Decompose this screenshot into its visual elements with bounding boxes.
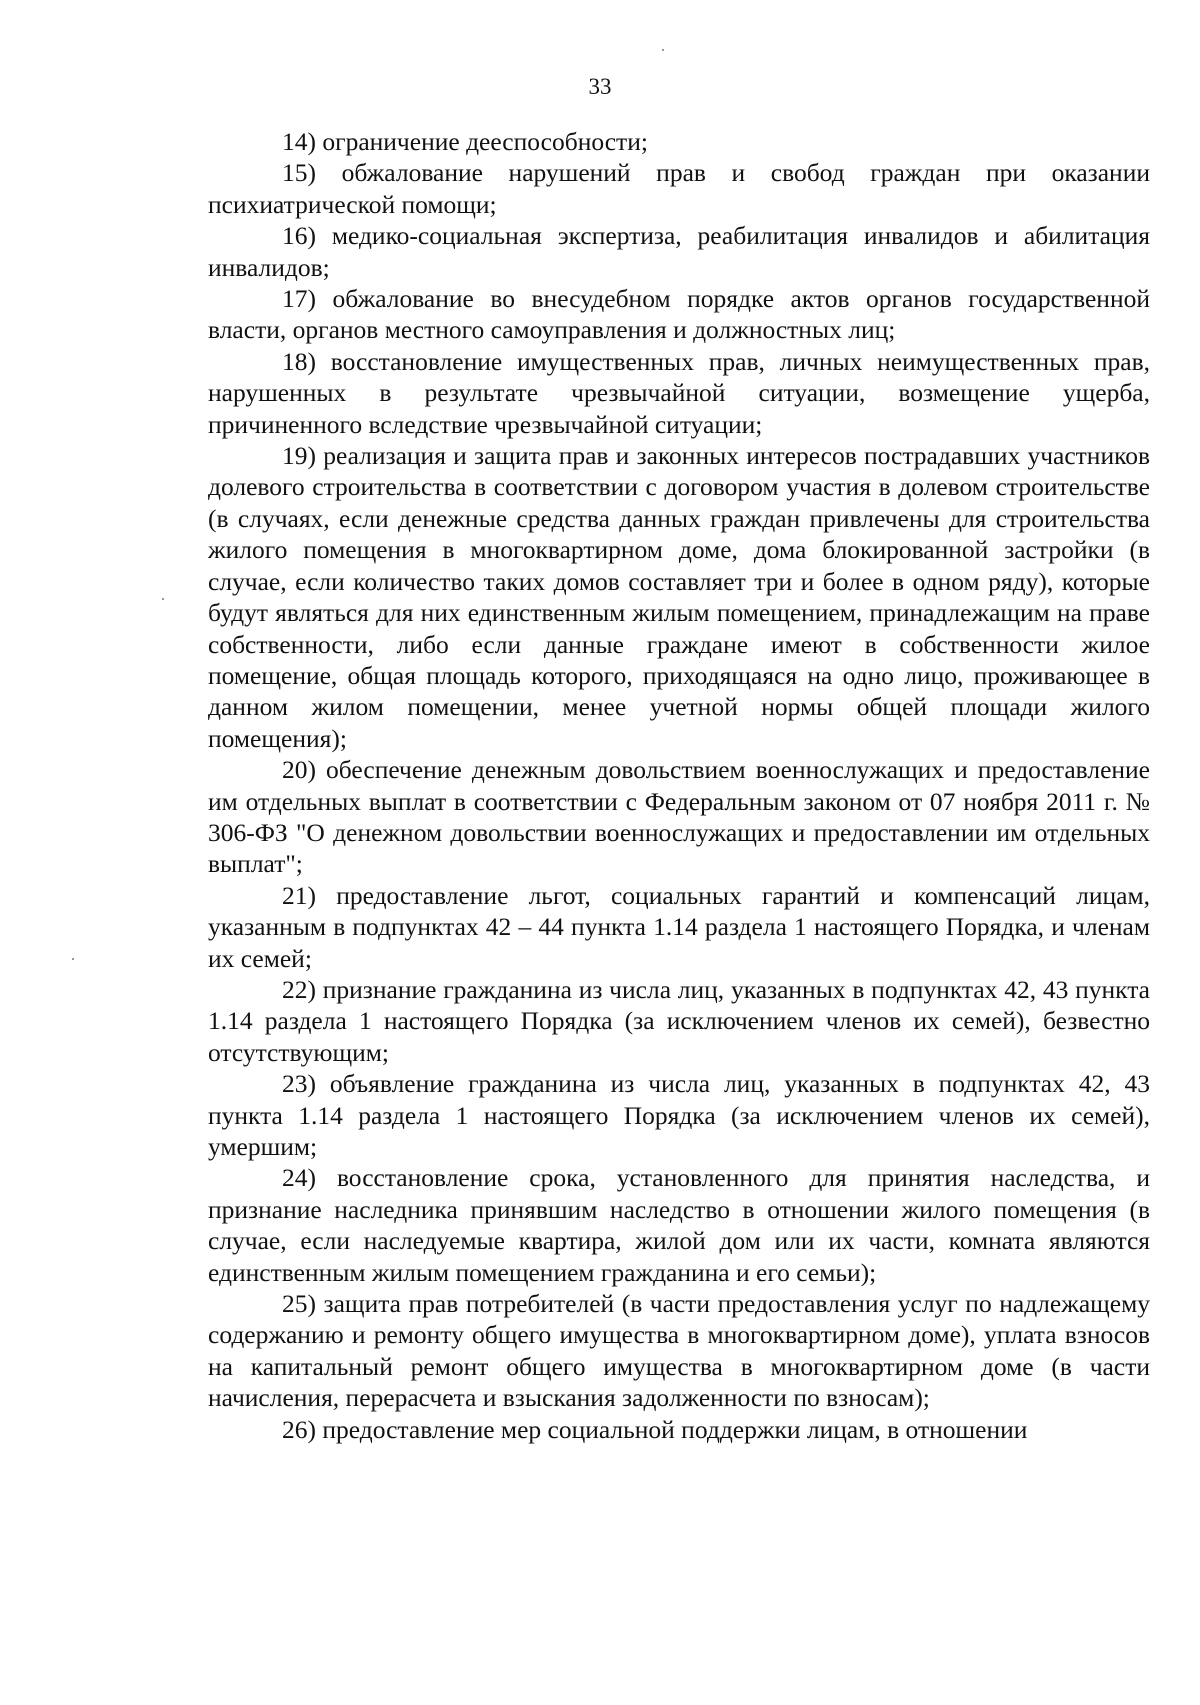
page-number: 33: [588, 74, 612, 99]
list-item: 23) объявление гражданина из числа лиц, указанных в подпунктах 42, 43 пункта 1.14 раздела 1 настоящего Порядка (за исключением членов их семей), умершим;: [208, 1069, 1150, 1161]
list-item: 25) защита прав потребителей (в части предоставления услуг по надлежащему содержанию и ремонту общего имущества в многоквартирном доме), уплата взносов на капитальный ремонт общего имущества в многоквартирном доме (в части начисления, перерасчета и взыскания задолженности по взносам);: [208, 1289, 1150, 1413]
list-item: 26) предоставление мер социальной поддержки лицам, в отношении: [282, 1414, 1028, 1444]
list-item: 15) обжалование нарушений прав и свобод граждан при оказании психиатрической помощи;: [208, 158, 1150, 219]
list-item: 18) восстановление имущественных прав, личных неимущественных прав, нарушенных в результате чрезвычайной ситуации, возмещение ущерба, причиненного вследствие чрезвычайной ситуации;: [208, 346, 1150, 439]
list-item: 19) реализация и защита прав и законных интересов пострадавших участников долевого строительства в соответствии с договором участия в долевом строительстве (в случаях, если денежные средства данных граждан привлечены для строительства жилого помещения в многоквартирном доме, дома блокированной застройки (в случае, если количество таких домов составляет три и более в одном ряду), которые будут являться для них единственным жилым помещением, принадлежащим на праве собственности, либо если данные граждане имеют в собственности жилое помещение, общая площадь которого, приходящаяся на одно лицо, проживающее в данном жилом помещении, менее учетной нормы общей площади жилого помещения);: [208, 441, 1150, 753]
list-item: 20) обеспечение денежным довольствием военнослужащих и предоставление им отдельных выплат в соответствии с Федеральным законом от 07 ноября 2011 г. № 306-ФЗ "О денежном довольствии военнослужащих и предоставлении им отдельных выплат";: [208, 755, 1150, 879]
list-item: 14) ограничение дееспособности;: [282, 127, 648, 156]
list-item: 24) восстановление срока, установленного для принятия наследства, и признание наследника принявшим наследство в отношении жилого помещения (в случае, если наследуемые квартира, жилой дом или их части, комната являются единственным жилым помещением гражданина и его семьи);: [208, 1163, 1150, 1287]
list-item: 22) признание гражданина из числа лиц, указанных в подпунктах 42, 43 пункта 1.14 раздела 1 настоящего Порядка (за исключением членов их семей), безвестно отсутствующим;: [208, 974, 1150, 1067]
list-item: 21) предоставление льгот, социальных гарантий и компенсаций лицам, указанным в подпунктах 42 – 44 пункта 1.14 раздела 1 настоящего Порядка, и членам их семей;: [208, 880, 1150, 973]
scan-speck: [662, 49, 664, 51]
scan-speck: [72, 958, 74, 960]
list-item: 17) обжалование во внесудебном порядке актов органов государственной власти, органов местного самоуправления и должностных лиц;: [208, 284, 1150, 345]
scan-speck: [162, 598, 164, 600]
list-item: 16) медико-социальная экспертиза, реабилитация инвалидов и абилитация инвалидов;: [208, 221, 1150, 282]
document-body: [208, 126, 1150, 1445]
